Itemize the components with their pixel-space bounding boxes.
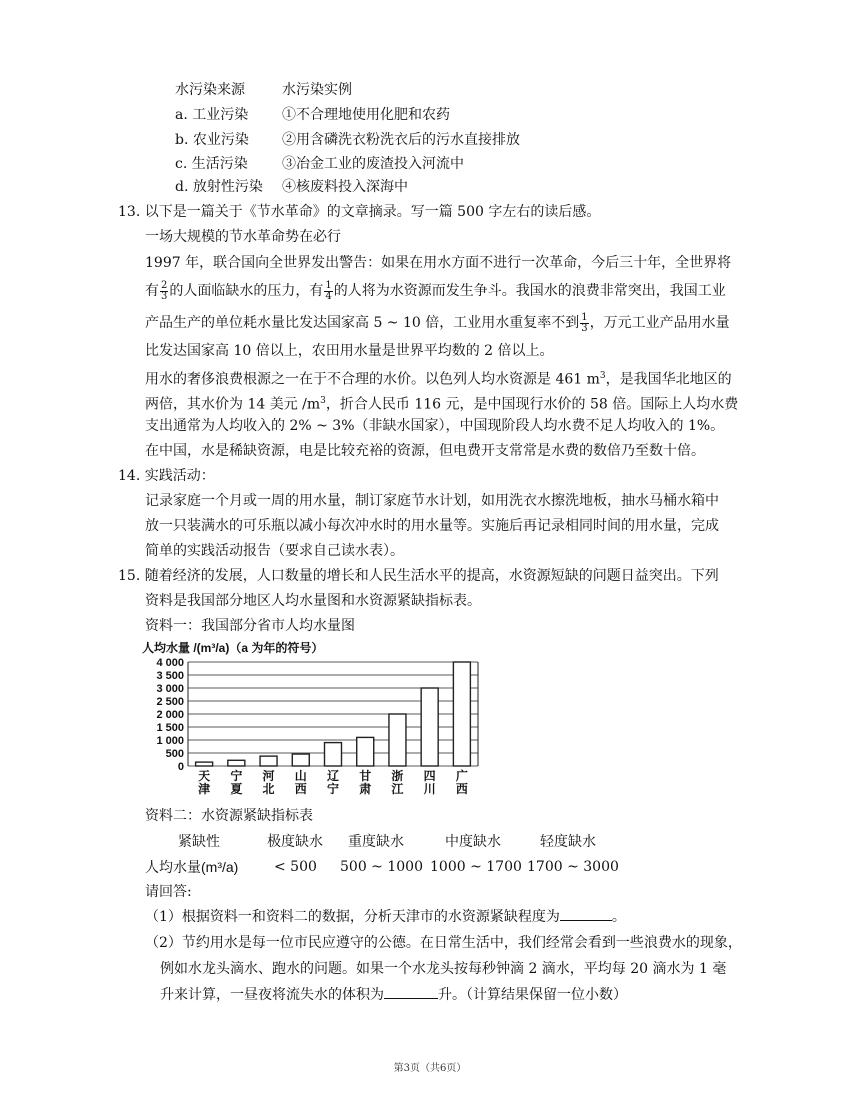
pollution-header-source: 水污染来源 (175, 82, 245, 98)
q13-line-fractions: 有 $\frac{2}{3}$ 的人面临缺水的压力，有 $\frac{1}{4}$ 的人将为水资源而发生争斗。我国水的浪费非常突出，我国工业 (145, 279, 726, 302)
q13-article-title: 一场大规模的节水革命势在必行 (145, 229, 341, 245)
y-tick-label: 0 (177, 761, 184, 773)
q13-line: 两倍，其水价为 14 美元 $/m^3$，折合人民币 116 元，是中国现行水价的 58 倍。国际上人均水费 (145, 396, 739, 413)
answer-blank[interactable] (560, 907, 612, 921)
q14-prompt: 14. 实践活动： (118, 468, 215, 484)
fraction: $\frac{1}{3}$ (581, 311, 588, 334)
chart-title: 人均水量 /(m³/a)（a 为年的符号） (142, 641, 324, 655)
q13-line: 支出通常为人均收入的 2% ~ 3%（非缺水国家），中国现阶段人均水费不足人均收入的 1%。 (145, 418, 725, 434)
y-tick-label: 2 500 (156, 696, 184, 708)
q13-prompt: 13. 以下是一篇关于《节水革命》的文章摘录。写一篇 500 字左右的读后感。 (118, 204, 601, 220)
x-tick-label: 津 (198, 782, 211, 796)
pollution-header-example: 水污染实例 (282, 82, 352, 98)
x-tick-label: 河 (262, 769, 275, 783)
fraction: $\frac{2}{3}$ (161, 279, 168, 302)
table-cell: 1000 ~ 1700 (430, 859, 522, 875)
bar (292, 754, 309, 766)
ask-label: 请回答: (145, 884, 192, 900)
y-tick-label: 1 500 (156, 722, 184, 734)
pollution-source: b. 农业污染 (175, 132, 249, 148)
y-tick-label: 1 000 (156, 735, 184, 747)
bar (325, 743, 342, 766)
table-row-label: 人均水量(m³/a) (145, 859, 239, 875)
table-header: 中度缺水 (445, 834, 501, 850)
pollution-example: ③冶金工业的废渣投入河流中 (282, 156, 464, 172)
table-header: 紧缺性 (178, 834, 220, 850)
x-tick-label: 山 (294, 769, 307, 783)
bar (228, 760, 245, 766)
y-tick-label: 3 500 (156, 670, 184, 682)
bar (389, 714, 406, 766)
x-tick-label: 甘 (359, 769, 372, 783)
bar (260, 756, 277, 766)
q13-line-fractions: 产品生产的单位耗水量比发达国家高 5 ~ 10 倍，工业用水重复率不到 $\frac{1}{3}$ ，万元工业产品用水量 (145, 311, 730, 334)
answer-blank[interactable] (384, 985, 438, 999)
table-header: 重度缺水 (348, 834, 404, 850)
pollution-source: a. 工业污染 (175, 107, 249, 123)
x-tick-label: 辽 (326, 769, 340, 783)
x-tick-label: 宁 (326, 782, 340, 796)
table-header: 轻度缺水 (540, 834, 596, 850)
q15-part2: （2）节约用水是每一位市民应遵守的公德。在日常生活中，我们经常会看到一些浪费水的现象， (145, 935, 742, 951)
fraction: $\frac{1}{4}$ (325, 279, 332, 302)
x-tick-label: 川 (423, 782, 436, 796)
x-tick-label: 肃 (359, 782, 372, 796)
pollution-source: c. 生活污染 (175, 156, 248, 172)
q15-part2: 升来计算，一昼夜将流失水的体积为 升。（计算结果保留一位小数） (160, 987, 627, 1003)
pollution-example: ①不合理地使用化肥和农药 (282, 107, 450, 123)
x-tick-label: 北 (262, 782, 275, 796)
x-tick-label: 天 (198, 769, 211, 783)
x-tick-label: 四 (423, 769, 436, 783)
pollution-source: d. 放射性污染 (175, 179, 263, 195)
q15-part2: 例如水龙头滴水、跑水的问题。如果一个水龙头按每秒钟滴 2 滴水，平均每 20 滴水为 1 毫 (160, 961, 727, 977)
q14-line: 简单的实践活动报告（要求自己读水表）。 (145, 543, 404, 559)
x-tick-label: 宁 (230, 769, 243, 783)
material1-label: 资料一：我国部分省市人均水量图 (145, 618, 355, 634)
q15-line: 资料是我国部分地区人均水量图和水资源紧缺指标表。 (145, 593, 481, 609)
table-cell: < 500 (274, 859, 317, 875)
x-tick-label: 西 (455, 782, 468, 796)
bar (357, 737, 374, 766)
pollution-example: ②用含磷洗衣粉洗衣后的污水直接排放 (282, 132, 520, 148)
y-tick-label: 4 000 (156, 657, 184, 669)
y-tick-label: 500 (165, 748, 184, 760)
table-cell: 1700 ~ 3000 (527, 859, 619, 875)
bar (453, 662, 470, 766)
q14-line: 记录家庭一个月或一周的用水量，制订家庭节水计划，如用洗衣水擦洗地板，抽水马桶水箱中 (145, 493, 719, 509)
q13-line: 用水的奢侈浪费根源之一在于不合理的水价。以色列人均水资源是 461 $m^3$，是我国华北地区的 (145, 371, 732, 388)
x-tick-label: 夏 (230, 782, 243, 796)
x-tick-label: 江 (391, 782, 404, 796)
bar (196, 762, 213, 766)
q13-line: 比发达国家高 10 倍以上，农田用水量是世界平均数的 2 倍以上。 (145, 343, 554, 359)
x-tick-label: 西 (294, 782, 307, 796)
y-tick-label: 2 000 (156, 709, 184, 721)
q13-line: 在中国，水是稀缺资源，电是比较充裕的资源，但电费开支常常是水费的数倍乃至数十倍。 (145, 443, 705, 459)
q14-line: 放一只装满水的可乐瓶以减小每次冲水时的用水量等。实施后再记录相同时间的用水量，完成 (145, 518, 719, 534)
q15-prompt: 15. 随着经济的发展，人口数量的增长和人民生活水平的提高，水资源短缺的问题日益突出。下列 (118, 568, 719, 584)
page-footer: 第3页（共6页） (393, 1063, 467, 1074)
material2-label: 资料二：水资源紧缺指标表 (145, 808, 313, 824)
q13-line: 1997 年，联合国向全世界发出警告：如果在用水方面不进行一次革命，今后三十年，全世界将 (145, 255, 732, 271)
water-per-capita-chart (140, 638, 480, 803)
q15-part1: （1）根据资料一和资料二的数据，分析天津市的水资源紧缺程度为 。 (145, 909, 626, 925)
bar (421, 688, 438, 766)
table-cell: 500 ~ 1000 (340, 859, 423, 875)
pollution-example: ④核废料投入深海中 (282, 179, 408, 195)
x-tick-label: 浙 (391, 769, 404, 783)
table-header: 极度缺水 (267, 834, 323, 850)
y-tick-label: 3 000 (156, 683, 184, 695)
x-tick-label: 广 (455, 769, 468, 783)
